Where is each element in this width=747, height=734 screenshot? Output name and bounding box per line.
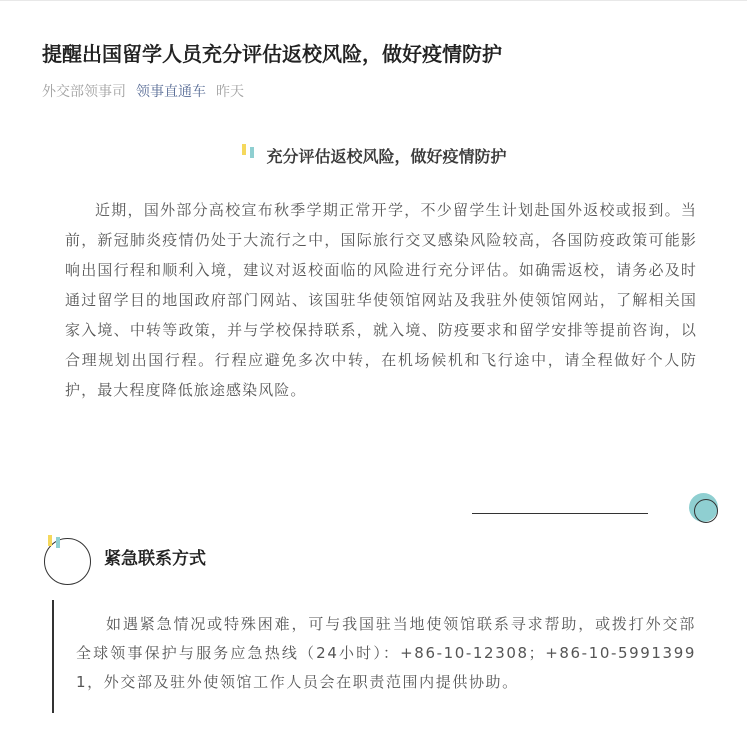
decorative-divider-line [472,513,648,514]
yellow-mark [242,144,246,155]
top-divider [0,0,747,1]
section-heading [0,142,747,172]
ring-circle-icon [694,499,718,523]
contact-body-paragraph: 如遇紧急情况或特殊困难，可与我国驻当地使领馆联系寻求帮助，或拨打外交部全球领事保护与服务应急热线（24小时）：+86-10-12308；+86-10-59913991，外交部及驻外使领馆工作人员会在职责范围内提供协助。 [76,615,696,691]
publish-time: 昨天 [216,84,244,100]
quote-mark-icon [240,144,260,160]
contact-left-bar [52,600,54,713]
teal-mark [250,147,254,158]
article-source: 外交部领事司 [42,84,126,100]
contact-teal-mark [56,537,60,548]
contact-yellow-mark [48,535,52,546]
section-body-paragraph: 近期，国外部分高校宣布秋季学期正常开学，不少留学生计划赴国外返校或报到。当前，新冠肺炎疫情仍处于大流行之中，国际旅行交叉感染风险较高，各国防疫政策可能影响出国行程和顺利入境，建议对返校面临的风险进行充分评估。如确需返校，请务必及时通过留学目的地国政府部门网站、该国驻华使领馆网站及我驻外使领馆网站，了解相关国家入境、中转等政策，并与学校保持联系，就入境、防疫要求和留学安排等提前咨询，以合理规划出国行程。行程应避免多次中转，在机场候机和飞行途中，请全程做好个人防护，最大程度降低旅途感染风险。 [65,201,697,399]
article-title: 提醒出国留学人员充分评估返校风险，做好疫情防护 [42,42,502,66]
article-meta [42,82,244,102]
account-name-link[interactable]: 领事直通车 [136,84,206,100]
contact-heading: 紧急联系方式 [104,549,206,569]
section-heading-text: 充分评估返校风险，做好疫情防护 [266,147,507,166]
